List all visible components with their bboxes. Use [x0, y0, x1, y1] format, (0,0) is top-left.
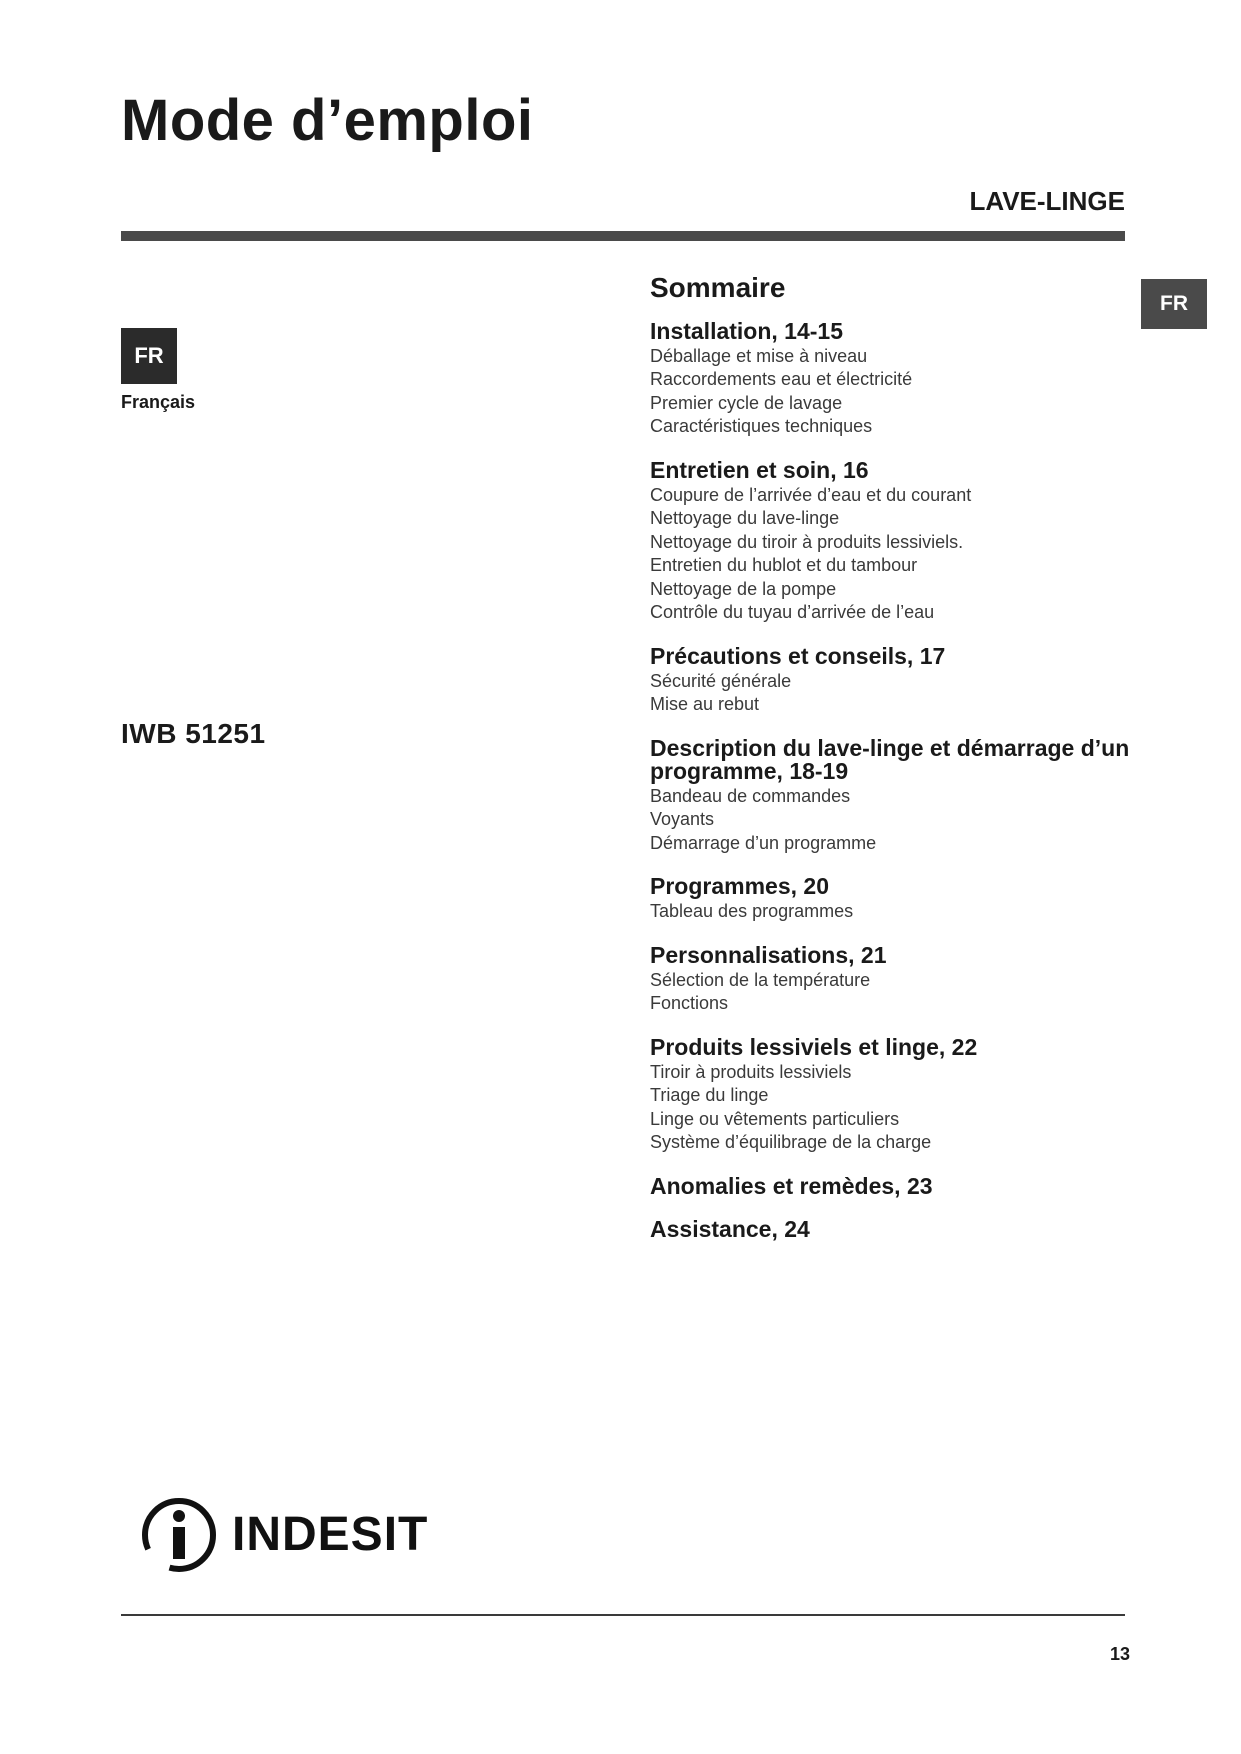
toc-section	[650, 1033, 1140, 1155]
toc-item-list	[650, 345, 1140, 439]
toc-section	[650, 941, 1140, 1016]
toc-item-list	[650, 969, 1140, 1016]
language-label: Français	[121, 392, 196, 412]
toc-item[interactable]: Nettoyage de la pompe	[650, 578, 837, 599]
bottom-divider	[121, 1614, 1125, 1616]
toc-item[interactable]: Tableau des programmes	[650, 901, 854, 922]
toc-item[interactable]: Caractéristiques techniques	[650, 416, 873, 437]
toc-item[interactable]: Nettoyage du lave-linge	[650, 508, 840, 529]
toc-item[interactable]: Bandeau de commandes	[650, 785, 851, 806]
toc-section-heading[interactable]: Précautions et conseils, 17	[650, 642, 946, 669]
toc-section-heading[interactable]: Installation, 14-15	[650, 317, 844, 344]
toc-section	[650, 875, 1140, 924]
toc-section-heading[interactable]: Personnalisations, 21	[650, 941, 887, 968]
toc-section	[650, 734, 1140, 856]
toc-section	[650, 317, 1140, 439]
toc-item[interactable]: Sélection de la température	[650, 969, 871, 990]
toc-item[interactable]: Coupure de l’arrivée d’eau et du courant	[650, 484, 972, 505]
toc-title: Sommaire	[650, 272, 786, 303]
toc-item[interactable]: Triage du linge	[650, 1085, 769, 1106]
info-i-circle-icon	[140, 1496, 218, 1574]
toc-item[interactable]: Fonctions	[650, 993, 729, 1014]
toc-item[interactable]: Raccordements eau et électricité	[650, 369, 913, 390]
toc-section-heading[interactable]: Anomalies et remèdes, 23	[650, 1172, 933, 1199]
toc-section-heading[interactable]: Description du lave-linge et démarrage d’un programme, 18-19	[650, 734, 1130, 784]
language-badge: FR	[121, 328, 177, 384]
top-divider	[121, 231, 1125, 241]
toc-item[interactable]: Entretien du hublot et du tambour	[650, 555, 918, 576]
toc-item[interactable]: Mise au rebut	[650, 694, 760, 715]
toc-item[interactable]: Système d’équilibrage de la charge	[650, 1132, 932, 1153]
product-type: LAVE-LINGE	[969, 186, 1125, 216]
language-side-tab[interactable]: FR	[1141, 279, 1207, 329]
toc-section-heading[interactable]: Programmes, 20	[650, 873, 829, 900]
toc-item-list	[650, 484, 1140, 625]
toc-item[interactable]: Voyants	[650, 809, 715, 830]
toc-section	[650, 1215, 1140, 1242]
toc-item[interactable]: Déballage et mise à niveau	[650, 345, 868, 366]
toc-section-heading[interactable]: Produits lessiviels et linge, 22	[650, 1033, 978, 1060]
toc-item-list	[650, 670, 1140, 717]
toc-section	[650, 456, 1140, 625]
toc-item[interactable]: Démarrage d’un programme	[650, 832, 877, 853]
toc-item[interactable]: Contrôle du tuyau d’arrivée de l’eau	[650, 602, 935, 623]
toc-item-list	[650, 785, 1140, 856]
table-of-contents	[650, 273, 1140, 1261]
toc-section	[650, 1172, 1140, 1199]
toc-item-list	[650, 1061, 1140, 1155]
page-title: Mode d’emploi	[121, 88, 534, 153]
toc-item[interactable]: Nettoyage du tiroir à produits lessiviels.	[650, 531, 964, 552]
toc-item[interactable]: Linge ou vêtements particuliers	[650, 1108, 900, 1129]
toc-section	[650, 642, 1140, 717]
toc-section-heading[interactable]: Entretien et soin, 16	[650, 456, 869, 483]
brand-logo	[140, 1496, 428, 1574]
toc-sections	[650, 317, 1140, 1242]
brand-wordmark: INDESIT	[232, 1508, 429, 1561]
toc-item[interactable]: Sécurité générale	[650, 670, 792, 691]
toc-item[interactable]: Tiroir à produits lessiviels	[650, 1061, 852, 1082]
page-number: 13	[1109, 1644, 1130, 1664]
toc-section-heading[interactable]: Assistance, 24	[650, 1215, 810, 1242]
toc-item-list	[650, 900, 1140, 924]
toc-item[interactable]: Premier cycle de lavage	[650, 392, 843, 413]
model-name: IWB 51251	[121, 718, 266, 749]
